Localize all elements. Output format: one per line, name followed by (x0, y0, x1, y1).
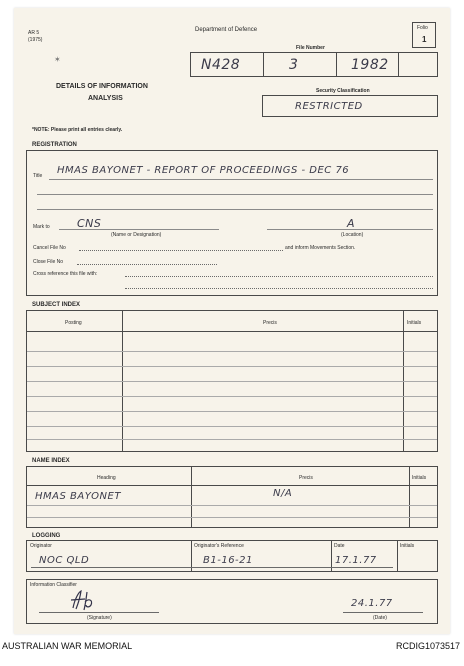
classifier-date-value: 24.1.77 (351, 598, 393, 609)
form-code: AR 5 (28, 30, 40, 36)
registration-box (26, 150, 438, 296)
name-index-heading: NAME INDEX (32, 458, 70, 464)
subject-col-initials: Initials (407, 320, 422, 326)
file-number-year: 1982 (351, 57, 389, 73)
cancel-file-suffix: and inform Movements Section. (285, 245, 356, 251)
cross-reference-label: Cross reference this file with: (33, 271, 98, 277)
security-label: Security Classification (316, 88, 370, 94)
signature-caption: (Signature) (87, 615, 112, 621)
subject-index-table (26, 310, 438, 452)
form-year: (1975) (28, 37, 43, 43)
folio-box (412, 22, 436, 48)
mark-to-label: Mark to (33, 224, 50, 230)
registration-heading: REGISTRATION (32, 142, 77, 148)
name-index-table (26, 466, 438, 528)
file-number-part: 3 (289, 57, 299, 73)
department-label: Department of Defence (195, 27, 258, 33)
classifier-label: Information Classifier (30, 582, 77, 588)
logging-date-value: 17.1.77 (335, 555, 377, 566)
subject-index-heading: SUBJECT INDEX (32, 302, 81, 308)
location-value: A (347, 217, 356, 230)
logging-table (26, 540, 438, 572)
file-number-prefix: N428 (201, 57, 241, 73)
security-box (262, 95, 438, 117)
file-number-label: File Number (296, 45, 325, 51)
footer-record-id: RCDIG1073517 (395, 641, 460, 651)
classifier-box (26, 579, 438, 624)
note-text: *NOTE: Please print all entries clearly. (32, 127, 123, 133)
logging-col-originator: Originator (30, 543, 52, 549)
subject-col-posting: Posting (65, 320, 82, 326)
logging-col-date: Date (334, 543, 345, 549)
mark-to-value: CNS (77, 217, 102, 230)
classifier-signature (67, 588, 107, 612)
location-caption: (Location) (341, 232, 364, 238)
logging-col-reference: Originator's Reference (194, 543, 244, 549)
footer-archive-name: AUSTRALIAN WAR MEMORIAL (2, 641, 133, 651)
form-title-line1: DETAILS OF INFORMATION (56, 83, 148, 90)
form-title-line2: ANALYSIS (88, 95, 123, 102)
date-caption: (Date) (373, 615, 387, 621)
title-label: Title (33, 173, 43, 179)
mark-to-caption: (Name or Designation) (111, 232, 162, 238)
close-file-label: Close File No (33, 259, 64, 265)
name-col-heading: Heading (97, 475, 116, 481)
logging-originator-value: NOC QLD (39, 555, 90, 566)
folio-label: Folio (417, 25, 428, 31)
folio-value: 1 (422, 35, 427, 44)
form-sheet (14, 8, 450, 634)
name-precis-value: N/A (273, 488, 293, 499)
name-col-precis: Precis (299, 475, 313, 481)
logging-heading: LOGGING (32, 533, 61, 539)
file-number-box (190, 52, 438, 77)
logging-col-initials: Initials (400, 543, 415, 549)
name-col-initials: Initials (412, 475, 427, 481)
title-value: HMAS BAYONET - REPORT OF PROCEEDINGS - DEC 76 (57, 165, 350, 176)
name-heading-value: HMAS BAYONET (35, 491, 121, 502)
subject-col-precis: Precis (263, 320, 277, 326)
punch-mark-icon: ✶ (54, 55, 61, 64)
cancel-file-label: Cancel File No (33, 245, 66, 251)
logging-reference-value: B1-16-21 (203, 555, 253, 566)
security-value: RESTRICTED (295, 101, 363, 112)
